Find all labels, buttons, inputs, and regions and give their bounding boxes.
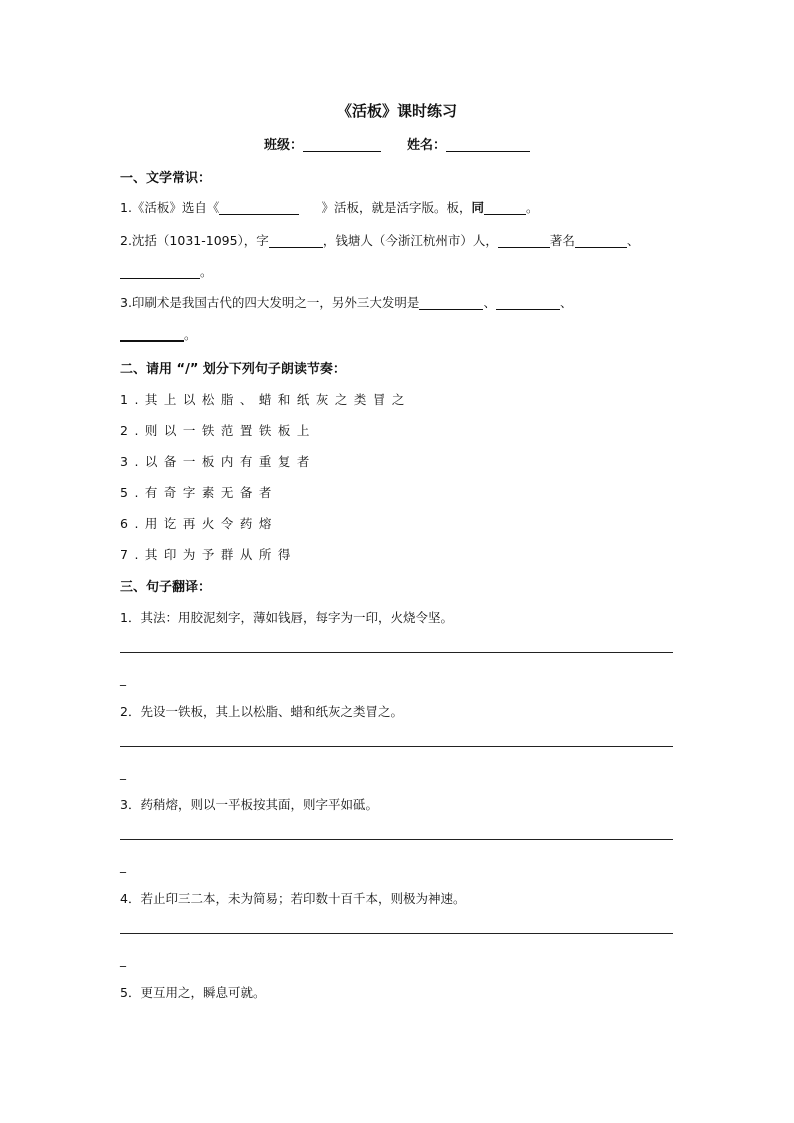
blank-3a[interactable]	[419, 296, 483, 310]
translation-item: 3．药稍熔，则以一平板按其面，则字平如砥。	[120, 797, 378, 812]
blank-2d[interactable]	[120, 265, 200, 279]
blank-3b[interactable]	[496, 296, 560, 310]
page-title: 《活板》课时练习	[336, 102, 457, 120]
blank-2c[interactable]	[575, 234, 627, 248]
rhythm-item: 7.其印为予群从所得	[120, 547, 297, 562]
blank-2b[interactable]	[498, 234, 550, 248]
rhythm-item: 3.以备一板内有重复者	[120, 454, 316, 469]
answer-line[interactable]	[120, 652, 673, 653]
answer-line[interactable]	[120, 746, 673, 747]
name-blank[interactable]	[446, 137, 530, 152]
question-3: 3.印刷术是我国古代的四大发明之一，另外三大发明是 、 、	[120, 295, 573, 310]
dash-mark: _	[120, 859, 126, 873]
translation-item: 5．更互用之，瞬息可就。	[120, 985, 266, 1000]
class-blank[interactable]	[303, 137, 381, 152]
class-label: 班级：	[263, 138, 303, 153]
rhythm-item: 2.则以一铁范置铁板上	[120, 423, 316, 438]
dash-mark: _	[120, 766, 126, 780]
rhythm-item: 6.用讫再火令药熔	[120, 516, 278, 531]
blank-1a[interactable]	[219, 201, 299, 215]
answer-line[interactable]	[120, 933, 673, 934]
name-label: 姓名：	[407, 138, 447, 153]
translation-item: 2．先设一铁板，其上以松脂、蜡和纸灰之类冒之。	[120, 704, 403, 719]
translation-item: 1．其法：用胶泥刻字，薄如钱唇，每字为一印，火烧令坚。	[120, 610, 453, 625]
question-1: 1.《活板》选自《 》活板，就是活字版。板，同 。	[120, 200, 539, 215]
section-heading-literature: 一、文学常识：	[120, 171, 212, 186]
question-2: 2.沈括（1031-1095），字 ，钱塘人（今浙江杭州市）人， 著名 、	[120, 233, 640, 248]
dash-mark: _	[120, 672, 126, 686]
question-3-cont: 。	[120, 325, 197, 343]
question-2-cont: 。	[120, 262, 213, 280]
translation-item: 4．若止印三二本，未为简易；若印数十百千本，则极为神速。	[120, 891, 466, 906]
student-info-row	[0, 134, 794, 153]
blank-3c[interactable]	[120, 327, 184, 342]
answer-line[interactable]	[120, 839, 673, 840]
rhythm-item: 1.其上以松脂、蜡和纸灰之类冒之	[120, 392, 411, 407]
rhythm-item: 5.有奇字素无备者	[120, 485, 278, 500]
section-heading-rhythm: 二、请用 “/” 划分下列句子朗读节奏：	[120, 362, 346, 377]
section-heading-translation: 三、句子翻译：	[120, 580, 212, 595]
blank-2a[interactable]	[269, 234, 323, 248]
blank-1b[interactable]	[484, 201, 526, 215]
dash-mark: _	[120, 953, 126, 967]
